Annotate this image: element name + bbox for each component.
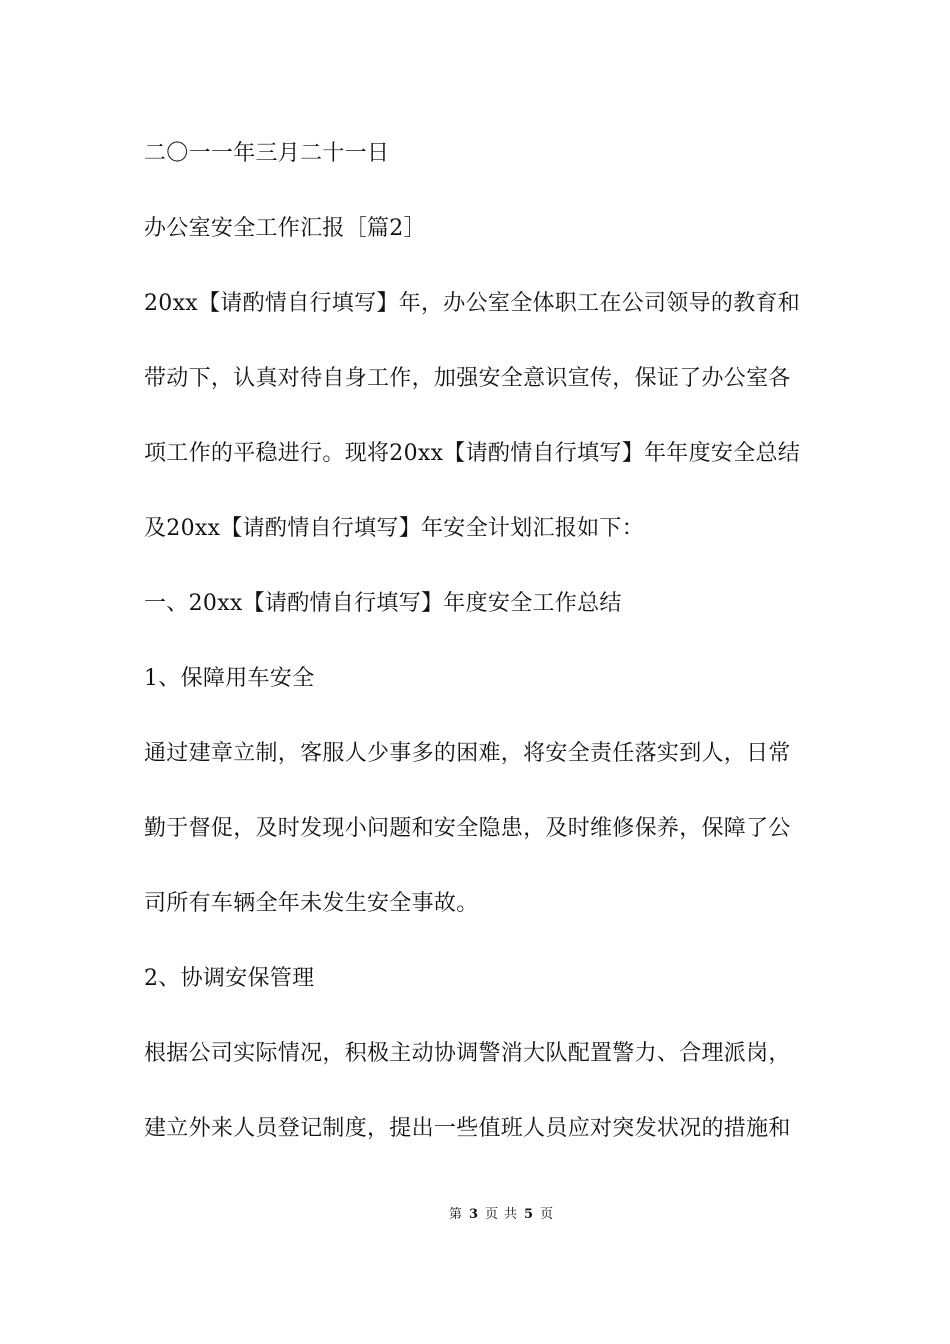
paragraph-line: 及20xx【请酌情自行填写】年安全计划汇报如下： xyxy=(144,516,645,541)
section-title: 办公室安全工作汇报［篇2］ xyxy=(144,216,426,241)
paragraph-line: 项工作的平稳进行。现将20xx【请酌情自行填写】年年度安全总结 xyxy=(144,441,801,466)
footer-page-word: 页 xyxy=(484,1207,498,1222)
subheading-line: 2、协调安保管理 xyxy=(144,966,315,991)
current-page-number: 3 xyxy=(468,1207,478,1222)
heading-line: 一、20xx【请酌情自行填写】年度安全工作总结 xyxy=(144,591,622,616)
date-line: 二〇一一年三月二十一日 xyxy=(144,141,390,166)
paragraph-line: 勤于督促，及时发现小问题和安全隐患，及时维修保养，保障了公 xyxy=(144,816,791,841)
paragraph-line: 20xx【请酌情自行填写】年，办公室全体职工在公司领导的教育和 xyxy=(144,291,801,316)
subheading-line: 1、保障用车安全 xyxy=(144,666,315,691)
paragraph-line: 根据公司实际情况，积极主动协调警消大队配置警力、合理派岗， xyxy=(144,1041,791,1066)
paragraph-line: 通过建章立制，客服人少事多的困难，将安全责任落实到人，日常 xyxy=(144,741,791,766)
paragraph-line: 建立外来人员登记制度，提出一些值班人员应对突发状况的措施和 xyxy=(144,1116,791,1141)
paragraph-line: 司所有车辆全年未发生安全事故。 xyxy=(144,891,479,916)
footer-suffix: 页 xyxy=(540,1207,554,1222)
total-pages-number: 5 xyxy=(524,1207,534,1222)
footer-prefix: 第 xyxy=(448,1207,462,1222)
footer-total-word: 共 xyxy=(504,1207,518,1222)
page-footer xyxy=(0,1206,950,1224)
paragraph-line: 带动下，认真对待自身工作，加强安全意识宣传，保证了办公室各 xyxy=(144,366,791,391)
